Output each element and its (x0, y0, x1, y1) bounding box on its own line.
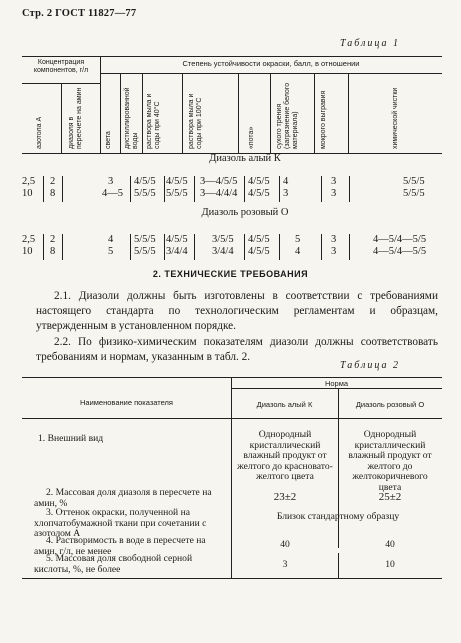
cell: 4/5/5 (166, 234, 188, 245)
cell: 5/5/5 (134, 188, 156, 199)
cell: 4—5/4—5/5 (373, 234, 427, 245)
cell: 5/5/5 (403, 176, 425, 187)
col-o-header: Диазоль розовый О (355, 400, 425, 409)
cell: 5/5/5 (134, 234, 156, 245)
row-value: Однородный кристаллический влажный продукт от желтого до желтокоричневого цвета (348, 429, 432, 493)
col-water: дистиллированной воды (124, 87, 139, 149)
cell: 3/4/4 (212, 246, 234, 257)
col-soap100: раствора мыла и соды при 100°С (188, 93, 203, 149)
paragraph-2-2: 2.2. По физико-химическим показателям диазоли должны соответствовать требованиям и нормам, указанным в табл. 2. (36, 336, 438, 363)
cell: 3 (331, 176, 337, 187)
block-k-rows (0, 176, 461, 206)
col-soap40: раствора мыла и соды при 40°С (146, 93, 161, 149)
row-value: 40 (280, 539, 290, 550)
cell: 3—4/4/4 (200, 188, 238, 199)
row-name: 3. Оттенок окраски, полученной на хлопчатобумажной ткани при сочетании с азотолом А (34, 507, 207, 539)
row-name: 2. Массовая доля диазоля в пересчете на амин, % (34, 487, 212, 509)
table2 (22, 377, 442, 579)
block-o-rows (0, 234, 461, 264)
table1-caption: Таблица 1 (340, 38, 400, 49)
col-k-header: Диазоль алый К (256, 400, 313, 409)
cell: 3 (331, 188, 337, 199)
row-name: 4. Растворимость в воде в пересчете на амин, г/л, не менее (34, 535, 206, 557)
cell: 4/5/5 (166, 176, 188, 187)
cell: 2 (50, 234, 56, 245)
cell: 4—5/4—5/5 (373, 246, 427, 257)
cell: 3—4/5/5 (200, 176, 238, 187)
cell: 4/5/5 (248, 234, 270, 245)
col-sweat: «пота» (248, 126, 255, 149)
cell: 5 (295, 234, 301, 245)
row-value: 3 (282, 559, 288, 570)
conc-header: Концентрация компонентов, г/л (33, 59, 89, 74)
cell: 3 (331, 234, 337, 245)
cell: 2 (50, 176, 56, 187)
col-dry-rub: сухого трения (загрязнение белого материала) (276, 82, 299, 149)
block-title-k: Диазоль алый К (209, 153, 281, 164)
cell: 3/5/5 (212, 234, 234, 245)
cell: 2,5 (22, 176, 36, 187)
cell: 5/5/5 (134, 246, 156, 257)
cell: 10 (22, 246, 33, 257)
norma-header: Норма (324, 379, 349, 388)
cell: 5/5/5 (403, 188, 425, 199)
cell: 4/5/5 (248, 188, 270, 199)
page-header: Стр. 2 ГОСТ 11827—77 (22, 8, 137, 19)
block-title-o: Диазоль розовый О (201, 207, 289, 218)
row-name: 5. Массовая доля свободной серной кислоты, %, не более (34, 553, 193, 575)
paragraph-2-1: 2.1. Диазоли должны быть изготовлены в соответствии с требованиями настоящего стандарта по технологическим регламентам и образцам, утвержденным в установленном порядке. (36, 290, 438, 332)
col-dry-clean: химической чистки (392, 87, 399, 149)
cell: 8 (50, 188, 56, 199)
col-light: света (105, 131, 112, 149)
cell: 4/5/5 (248, 176, 270, 187)
cell: 8 (50, 246, 56, 257)
table1-header (22, 56, 442, 154)
fastness-header: Степень устойчивости окраски, балл, в отношении (182, 59, 360, 68)
cell: 4/5/5 (248, 246, 270, 257)
row-value: Однородный кристаллический влажный продукт от желтого до красновато-желтого цвета (237, 429, 333, 482)
cell: 5/5/5 (166, 188, 188, 199)
cell: 10 (22, 188, 33, 199)
col-wet: мокрого выгравия (320, 90, 327, 149)
row-value: 10 (385, 559, 395, 570)
row-name: 1. Внешний вид (38, 433, 104, 444)
row-merged-value: Близок стандартному образцу (276, 511, 400, 522)
cell: 4 (108, 234, 114, 245)
cell: 3 (283, 188, 289, 199)
row-value: 25±2 (378, 491, 402, 503)
cell: 3/4/4 (166, 246, 188, 257)
cell: 2,5 (22, 234, 36, 245)
cell: 3 (108, 176, 114, 187)
col-azotol: азотола А (36, 116, 43, 149)
table2-caption: Таблица 2 (340, 360, 400, 371)
cell: 5 (108, 246, 114, 257)
row-value: 23±2 (273, 491, 297, 503)
col-diazol: диазоля в пересчете на амин (68, 87, 83, 149)
row-value: 40 (385, 539, 395, 550)
cell: 4 (295, 246, 301, 257)
cell: 4/5/5 (134, 176, 156, 187)
cell: 3 (331, 246, 337, 257)
cell: 4—5 (102, 188, 123, 199)
section-heading: 2. ТЕХНИЧЕСКИЕ ТРЕБОВАНИЯ (152, 269, 309, 279)
col-name-header: Наименование показателя (80, 398, 173, 407)
cell: 4 (283, 176, 289, 187)
